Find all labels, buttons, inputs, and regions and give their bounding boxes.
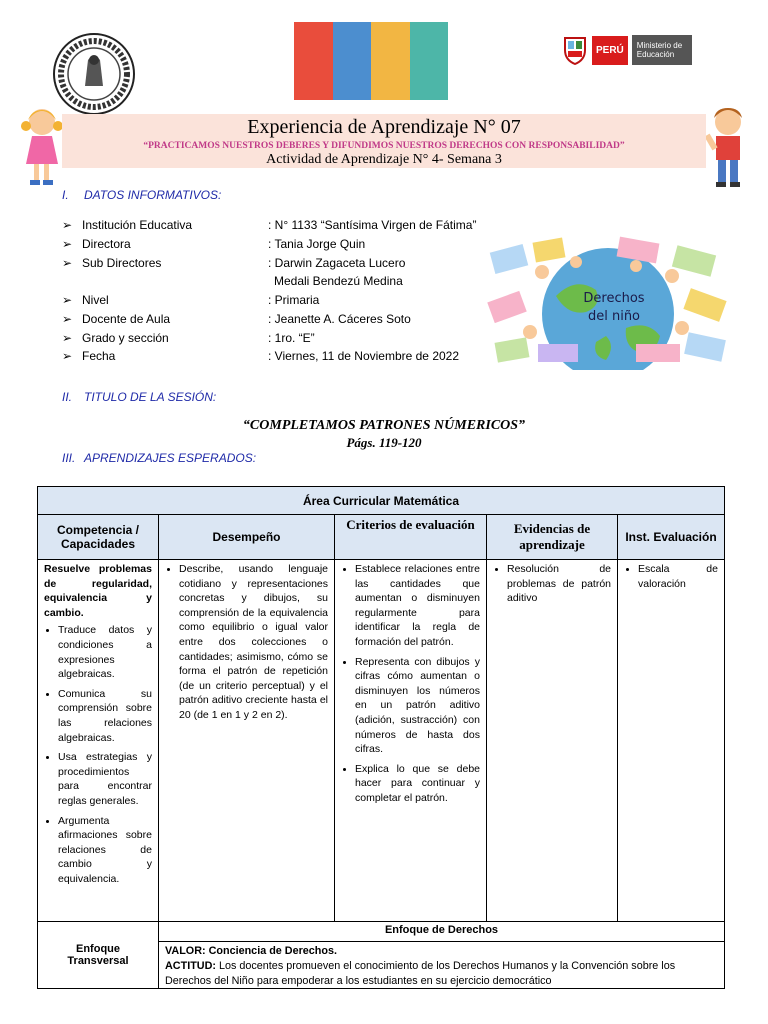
info-label: Docente de Aula bbox=[82, 312, 171, 326]
info-label: Nivel bbox=[82, 293, 109, 307]
info-label: Directora bbox=[82, 237, 131, 251]
info-label: Sub Directores bbox=[82, 256, 162, 270]
section-number: I. bbox=[62, 188, 69, 202]
header-instrumento: Inst. Evaluación bbox=[617, 514, 724, 559]
capacidad-item: • Usa estrategias y procedimientos para encontrar reglas generales. bbox=[58, 750, 152, 808]
rights-caption-1: Derechos bbox=[583, 291, 645, 306]
title-box bbox=[62, 114, 706, 168]
info-row bbox=[62, 274, 502, 288]
section-heading-aprendizajes bbox=[62, 451, 256, 465]
info-row bbox=[62, 237, 502, 251]
header-desempeno: Desempeño bbox=[158, 514, 334, 559]
rights-caption-2: del niño bbox=[587, 309, 641, 324]
desempeno-cell bbox=[158, 559, 334, 921]
session-title: “COMPLETAMOS PATRONES NÚMERICOS” bbox=[242, 418, 526, 433]
competencia-cell bbox=[38, 559, 158, 921]
valor-line bbox=[165, 944, 718, 959]
header-criterios: Criterios de evaluación bbox=[334, 514, 486, 559]
section-heading-titulo bbox=[62, 390, 216, 404]
info-value: : Darwin Zagaceta Lucero bbox=[268, 256, 406, 270]
section-title: TITULO DE LA SESIÓN: bbox=[84, 390, 217, 404]
valor-text: Conciencia de Derechos. bbox=[208, 945, 338, 957]
enfoque-content bbox=[158, 941, 724, 988]
section-title: APRENDIZAJES ESPERADOS: bbox=[84, 451, 257, 465]
page-title: Experiencia de Aprendizaje N° 07 bbox=[247, 116, 521, 138]
info-row bbox=[62, 293, 502, 307]
enfoque-label: Enfoque Transversal bbox=[38, 921, 158, 988]
info-label bbox=[82, 274, 274, 288]
info-row bbox=[62, 331, 502, 345]
evidencias-cell bbox=[486, 559, 617, 921]
criterios-cell bbox=[334, 559, 486, 921]
arrow-bullet-icon: ➢ bbox=[62, 256, 73, 270]
area-header: Área Curricular Matemática bbox=[38, 487, 724, 514]
arrow-bullet-icon: ➢ bbox=[62, 349, 73, 363]
arrow-bullet-icon: ➢ bbox=[62, 312, 73, 326]
peru-label: PERÚ bbox=[592, 36, 628, 65]
capacidad-item: • Traduce datos y condiciones a expresiones algebraicas. bbox=[58, 623, 152, 681]
desempeno-item: • Describe, usando lenguaje cotidiano y representaciones concretas y dibujos, su comprensión de la equivalencia como equilibrio o igual valor entre dos colecciones o cantidades; asimismo, cómo se forma el patrón de repetición (de un criterio perceptual) y el patrón aditivo creciente hasta el 20 (de 1 en 1 y 2 en 2). bbox=[179, 562, 328, 723]
instrumento-cell bbox=[617, 559, 724, 921]
ministry-logo bbox=[562, 30, 692, 70]
info-row bbox=[62, 256, 502, 270]
childrens-rights-illustration bbox=[486, 236, 730, 370]
capacidad-item: • Argumenta afirmaciones sobre relaciones de cambio y equivalencia. bbox=[58, 814, 152, 887]
evidencia-item: • Resolución de problemas de patrón aditivo bbox=[507, 562, 611, 606]
criterio-item: • Representa con dibujos y cifras cómo aumentan o disminuyen los números en un patrón aditivo (adición, sustracción) con números de hasta dos cifras. bbox=[355, 655, 480, 757]
instrumento-item: • Escala de valoración bbox=[638, 562, 718, 591]
learning-table bbox=[37, 486, 725, 989]
info-value: : Tania Jorge Quin bbox=[268, 237, 366, 251]
valor-label: VALOR: bbox=[165, 945, 206, 957]
students-banner-image bbox=[294, 22, 448, 100]
info-value: : Jeanette A. Cáceres Soto bbox=[268, 312, 411, 326]
info-value: : Viernes, 11 de Noviembre de 2022 bbox=[268, 349, 460, 363]
info-label: Grado y sección bbox=[82, 331, 169, 345]
boy-illustration bbox=[704, 104, 752, 190]
page-subtitle: “PRACTICAMOS NUESTROS DEBERES Y DIFUNDIMOS NUESTROS DERECHOS CON RESPONSABILIDAD” bbox=[143, 141, 625, 151]
criterio-item: • Establece relaciones entre las cantidades que aumentan o disminuyen regularmente para identificar la regla de formación del patrón. bbox=[355, 562, 480, 650]
section-heading-datos bbox=[62, 188, 221, 202]
girl-illustration bbox=[20, 104, 68, 190]
arrow-bullet-icon: ➢ bbox=[62, 237, 73, 251]
header-competencia: Competencia / Capacidades bbox=[38, 514, 158, 559]
info-row bbox=[62, 312, 502, 326]
section-number: III. bbox=[62, 451, 76, 465]
info-row bbox=[62, 349, 502, 363]
activity-title: Actividad de Aprendizaje N° 4- Semana 3 bbox=[266, 152, 502, 167]
section-title: DATOS INFORMATIVOS: bbox=[84, 188, 222, 202]
info-value: : N° 1133 “Santísima Virgen de Fátima” bbox=[268, 218, 477, 232]
enfoque-header: Enfoque de Derechos bbox=[158, 921, 724, 941]
arrow-bullet-icon: ➢ bbox=[62, 293, 73, 307]
arrow-bullet-icon: ➢ bbox=[62, 331, 73, 345]
criterio-item: • Explica lo que se debe hacer para continuar y completar el patrón. bbox=[355, 762, 480, 806]
actitud-line bbox=[165, 959, 718, 989]
peru-shield-icon bbox=[562, 35, 588, 65]
info-value: Medali Bendezú Medina bbox=[274, 274, 403, 288]
info-label: Fecha bbox=[82, 349, 116, 363]
session-pages: Págs. 119-120 bbox=[346, 435, 422, 450]
ministry-label: Ministerio de Educación bbox=[632, 35, 692, 65]
header-evidencias: Evidencias de aprendizaje bbox=[486, 514, 617, 559]
actitud-text: Los docentes promueven el conocimiento de los Derechos Humanos y la Convención sobre los Derechos del Niño para empoderar a los estudiantes en su ejercicio democrático bbox=[165, 960, 676, 987]
actitud-label: ACTITUD: bbox=[165, 960, 216, 972]
competencia-title: Resuelve problemas de regularidad, equivalencia y cambio. bbox=[44, 563, 152, 619]
section-number: II. bbox=[62, 390, 73, 404]
info-value: : Primaria bbox=[268, 293, 320, 307]
capacidad-item: • Comunica su comprensión sobre las relaciones algebraicas. bbox=[58, 687, 152, 745]
info-label: Institución Educativa bbox=[82, 218, 193, 232]
info-row bbox=[62, 218, 502, 232]
info-value: : 1ro. “E” bbox=[268, 331, 315, 345]
arrow-bullet-icon: ➢ bbox=[62, 218, 73, 232]
